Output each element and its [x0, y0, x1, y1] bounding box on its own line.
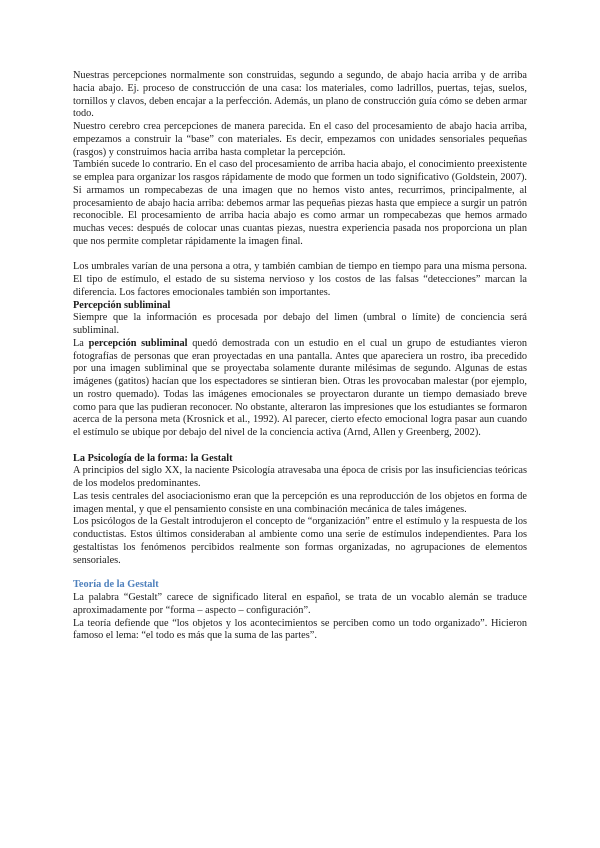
gestalt-paragraph-1: A principios del siglo XX, la naciente Psicología atravesaba una época de crisis por las insuficiencias teóricas de los modelos predominantes. [73, 465, 527, 489]
subliminal-heading: Percepción subliminal [73, 299, 171, 311]
umbrales-paragraph: Los umbrales varían de una persona a otra, y también cambian de tiempo en tiempo para una misma persona. El tipo de estímulo, el estado de su sistema nervioso y los costos de las falsas “detecciones” marcan la diferencia. Los factores emocionales también son importantes. [73, 261, 527, 298]
intro-paragraph-3: También sucede lo contrario. En el caso del procesamiento de arriba hacia abajo, el conocimiento preexistente se emplea para organizar los rasgos rápidamente de modo que formen un todo significativo (Goldstein, 2007). Si armamos un rompecabezas de una imagen que no hemos visto antes, recurrimos, principalmente, al procesamiento de abajo hacia arriba: debemos armar las pequeñas piezas hasta que empiece a surgir un patrón reconocible. El procesamiento de arriba hacia abajo es como armar un rompecabezas que hemos armado muchas veces: después de colocar unas cuantas piezas, nuestra experiencia pasada nos proporciona un plan que nos permite completar rápidamente la imagen final. [73, 159, 527, 247]
document-body [73, 70, 527, 643]
spacer [73, 567, 527, 579]
teoria-heading: Teoría de la Gestalt [73, 579, 159, 591]
gestalt-paragraph-2: Las tesis centrales del asociacionismo eran que la percepción es una reproducción de los objetos en forma de imagen mental, y que el pensamiento consiste en una combinación mecánica de tales imágenes. [73, 490, 527, 515]
intro-paragraph-2: Nuestro cerebro crea percepciones de manera parecida. En el caso del procesamiento de abajo hacia arriba, empezamos a construir la “base” con materiales. Es decir, empezamos con unidades sensoriales pequeñas (rasgos) y construimos hacia arriba hasta completar la percepción. [73, 121, 527, 158]
spacer [73, 440, 527, 453]
subliminal-p2-prefix: La [73, 337, 89, 349]
intro-paragraph-1: Nuestras percepciones normalmente son construidas, segundo a segundo, de abajo hacia arriba y de arriba hacia abajo. Ej. proceso de construcción de una casa: los materiales, como ladrillos, puertas, tejas, suelos, tornillos y clavos, deben encajar a la perfección. Además, un plano de construcción guía cómo se deben armar todo. [73, 70, 527, 120]
gestalt-heading: La Psicología de la forma: la Gestalt [73, 452, 233, 464]
teoria-paragraph-1: La palabra “Gestalt” carece de significado literal en español, se trata de un vocablo alemán se traduce aproximadamente por “forma – aspecto – configuración”. [73, 592, 527, 616]
spacer [73, 249, 527, 262]
subliminal-paragraph-1: Siempre que la información es procesada por debajo del limen (umbral o límite) de conciencia será subliminal. [73, 312, 527, 336]
gestalt-paragraph-3: Los psicólogos de la Gestalt introdujeron el concepto de “organización” entre el estímulo y la respuesta de los conductistas. Estos últimos consideraban al ambiente como una serie de estímulos independientes. Para los gestaltistas los fenómenos percibidos realmente son formas organizadas, no agrupaciones de elementos sensoriales. [73, 516, 527, 566]
teoria-paragraph-2: La teoría defiende que “los objetos y los acontecimientos se perciben como un todo organizado”. Hicieron famoso el lema: “el todo es más que la suma de las partes”. [73, 617, 527, 642]
subliminal-paragraph-2 [73, 338, 527, 440]
subliminal-p2-rest: quedó demostrada con un estudio en el cual un grupo de estudiantes vieron fotografías de personas que eran proyectadas en una pantalla. Antes que apareciera un rostro, iba precedido por una imagen subliminal que se proyectaba solamente durante milésimas de segundo. Algunas de estas imágenes (gatitos) hacían que los espectadores se sintieran bien. Otras les provocaban malestar (por ejemplo, un rostro quemado). Todas las imágenes emocionales se proyectaron durante un tiempo demasiado breve como para que las pudieran reconocer. No obstante, alteraron las impresiones que los estudiantes se formaron acerca de la persona meta (Krosnick et al., 1992). Al parecer, cierto efecto emocional logra pasar aun cuando el estímulo se ubique por debajo del nivel de la conciencia activa (Arnd, Allen y Greenberg, 2002). [73, 337, 527, 438]
subliminal-term: percepción subliminal [88, 337, 188, 349]
